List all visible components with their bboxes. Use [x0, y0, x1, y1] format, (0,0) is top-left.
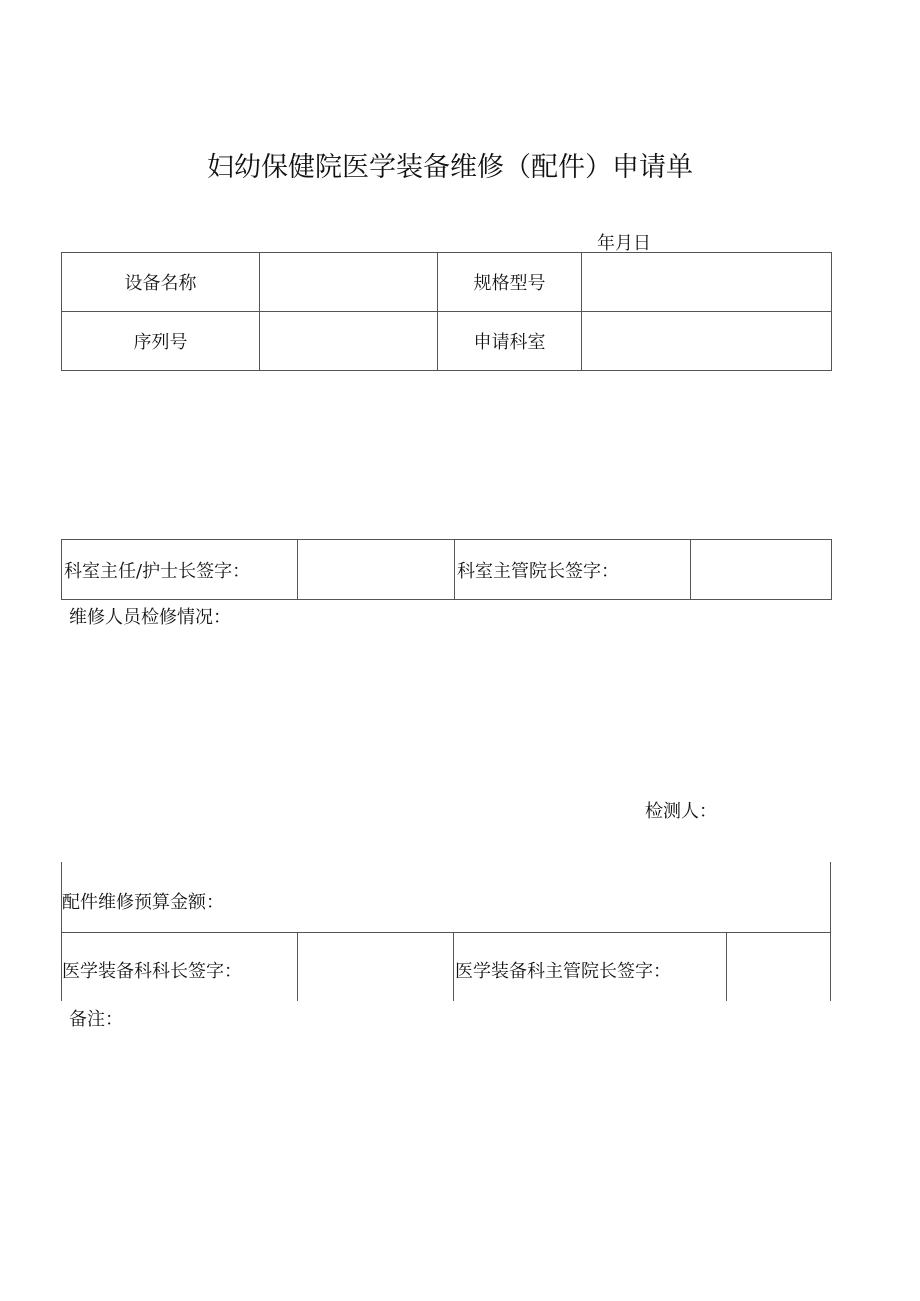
- equipment-name-label: 设备名称: [62, 253, 260, 312]
- section-vp-sign-label: 医学装备科主管院长签字：: [455, 961, 671, 982]
- applying-dept-field[interactable]: [582, 312, 832, 371]
- serial-no-field[interactable]: [260, 312, 438, 371]
- remarks-area[interactable]: [61, 1032, 831, 1182]
- inspector-label: 检测人：: [645, 801, 717, 822]
- budget-amount-field[interactable]: [240, 870, 820, 925]
- equipment-info-table: [61, 252, 832, 371]
- form-title: 妇幼保健院医学装备维修（配件）申请单: [207, 152, 693, 183]
- spec-model-field[interactable]: [582, 253, 832, 312]
- dept-signature-table: [61, 539, 832, 600]
- serial-no-label: 序列号: [62, 312, 260, 371]
- vp-sign-label: 科室主管院长签字：: [455, 540, 691, 600]
- spec-model-label: 规格型号: [438, 253, 582, 312]
- equipment-name-field[interactable]: [260, 253, 438, 312]
- remarks-label: 备注：: [69, 1009, 123, 1030]
- vp-sign-field[interactable]: [691, 540, 832, 600]
- section-chief-sign-label: 医学装备科科长签字：: [62, 961, 242, 982]
- section-chief-sign-field[interactable]: [299, 935, 451, 999]
- applying-dept-label: 申请科室: [438, 312, 582, 371]
- budget-amount-label: 配件维修预算金额：: [62, 892, 224, 913]
- inspection-area[interactable]: [61, 630, 831, 790]
- date-label: 年月日: [597, 233, 651, 254]
- director-sign-label: 科室主任/护士长签字：: [62, 540, 298, 600]
- inspection-label: 维修人员检修情况：: [69, 607, 231, 628]
- director-sign-field[interactable]: [298, 540, 455, 600]
- section-vp-sign-field[interactable]: [728, 935, 828, 999]
